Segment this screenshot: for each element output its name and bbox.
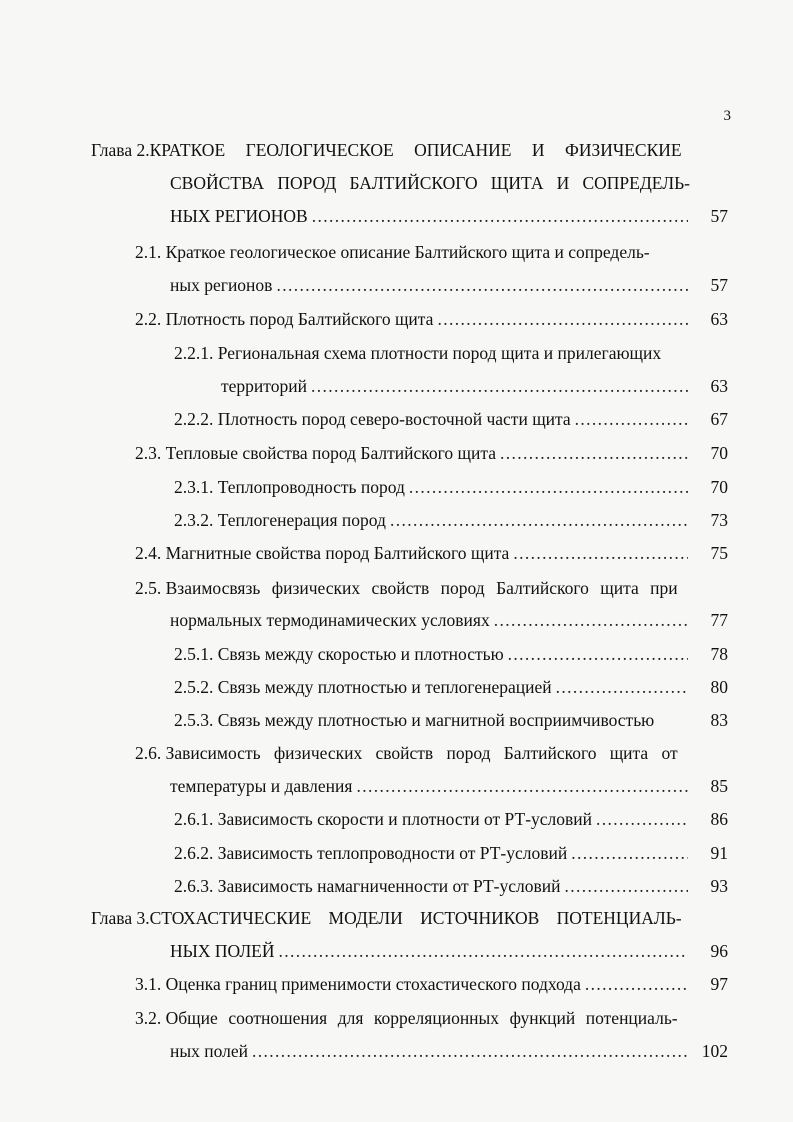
toc-entry-2-6	[135, 742, 691, 764]
dot-leader	[508, 643, 688, 665]
toc-title-line	[170, 940, 692, 962]
toc-entry-2-5-1	[174, 643, 692, 665]
toc-num: 2.6.2.	[174, 843, 214, 863]
toc-entry-2-3	[135, 442, 692, 464]
dot-leader	[437, 308, 688, 330]
toc-num: 3.1.	[135, 974, 162, 994]
toc-num: 2.5.2.	[174, 677, 214, 697]
toc-title-line: СВОЙСТВА ПОРОД БАЛТИЙСКОГО ЩИТА И СОПРЕДЕЛЬ-	[170, 173, 690, 193]
dot-leader	[513, 542, 688, 564]
toc-num: 2.2.	[135, 309, 162, 329]
toc-title-line: Региональная схема плотности пород щита и прилегающих	[217, 343, 662, 363]
toc-title-line: КРАТКОЕ ГЕОЛОГИЧЕСКОЕ ОПИСАНИЕ И ФИЗИЧЕСКИЕ	[149, 140, 682, 160]
toc-page: 75	[710, 543, 728, 563]
toc-page: 102	[701, 1041, 728, 1061]
toc-entry-2-1	[135, 241, 691, 263]
toc-page: 91	[710, 843, 728, 863]
toc-entry-2-3-2	[174, 509, 692, 531]
toc-title-line	[170, 1040, 692, 1062]
toc-title-line	[170, 205, 692, 227]
dot-leader	[312, 205, 688, 227]
toc-title-text: Плотность пород северо-восточной части щита	[217, 409, 571, 429]
toc-title-text: ных регионов	[170, 275, 273, 295]
dot-leader	[252, 1040, 688, 1062]
toc-page: 67	[710, 409, 728, 429]
toc-title-text: Связь между скоростью и плотностью	[217, 644, 504, 664]
toc-title-line: Взаимосвязь физических свойств пород Балтийского щита при	[165, 578, 678, 598]
toc-num: 2.6.3.	[174, 876, 214, 896]
toc-page: 83	[710, 710, 728, 730]
toc-entry-2-2-2	[174, 408, 692, 430]
toc-num: 2.4.	[135, 543, 162, 563]
toc-title-text: Магнитные свойства пород Балтийского щита	[165, 543, 510, 563]
toc-page: 70	[710, 477, 728, 497]
dot-leader	[356, 775, 688, 797]
toc-entry-2-2	[135, 308, 692, 330]
toc-title-text: НЫХ РЕГИОНОВ	[170, 206, 308, 226]
toc-title-text: Связь между плотностью и магнитной восприимчивостью	[217, 710, 655, 730]
toc-page: 63	[710, 376, 728, 396]
toc-entry-2-5-2	[174, 676, 692, 698]
toc-title-text: Плотность пород Балтийского щита	[165, 309, 434, 329]
toc-title-text: Связь между плотностью и теплогенерацией	[217, 677, 552, 697]
dot-leader	[279, 940, 688, 962]
toc-page: 97	[710, 974, 728, 994]
toc-title-text: НЫХ ПОЛЕЙ	[170, 941, 275, 961]
toc-num: Глава 3.	[91, 908, 150, 928]
toc-title-line: Краткое геологическое описание Балтийского щита и сопредель-	[165, 242, 650, 262]
toc-entry-2-6-3	[174, 875, 692, 897]
toc-num: 2.5.1.	[174, 644, 214, 664]
toc-num: 3.2.	[135, 1008, 162, 1028]
toc-num: Глава 2.	[91, 140, 150, 160]
toc-num: 2.5.	[135, 578, 162, 598]
toc-title-line	[170, 775, 692, 797]
toc-title-line	[170, 609, 692, 631]
toc-entry-2-6-2	[174, 842, 692, 864]
dot-leader	[556, 676, 688, 698]
toc-title-text: Теплопроводность пород	[217, 477, 405, 497]
toc-entry-ch2	[91, 139, 691, 161]
toc-page: 77	[710, 610, 728, 630]
toc-num: 2.6.	[135, 743, 162, 763]
toc-num: 2.3.2.	[174, 510, 214, 530]
toc-num: 2.2.1.	[174, 343, 214, 363]
toc-title-line: Зависимость физических свойств пород Балтийского щита от	[165, 743, 678, 763]
toc-page: 63	[710, 309, 728, 329]
toc-entry-2-4	[135, 542, 692, 564]
toc-page: 70	[710, 443, 728, 463]
toc-page: 93	[710, 876, 728, 896]
toc-title-line	[221, 375, 692, 397]
toc-title-text: ных полей	[170, 1041, 248, 1061]
dot-leader	[585, 973, 688, 995]
dot-leader	[500, 442, 688, 464]
page-number: 3	[723, 108, 731, 124]
toc-page: 57	[710, 206, 728, 226]
dot-leader	[575, 408, 688, 430]
toc-title-text: Оценка границ применимости стохастического подхода	[165, 974, 581, 994]
toc-entry-ch3	[91, 907, 691, 929]
toc-entry-2-5	[135, 577, 691, 599]
toc-num: 2.3.	[135, 443, 162, 463]
dot-leader	[276, 274, 688, 296]
toc-num: 2.2.2.	[174, 409, 214, 429]
toc-entry-2-2-1	[174, 342, 694, 364]
toc-title-text: Зависимость намагниченности от РТ-условий	[217, 876, 561, 896]
toc-page: 85	[710, 776, 728, 796]
toc-entry-2-3-1	[174, 476, 692, 498]
toc-num: 2.6.1.	[174, 809, 214, 829]
toc-title-text: температуры и давления	[170, 776, 353, 796]
toc-num: 2.3.1.	[174, 477, 214, 497]
toc-page: 78	[710, 644, 728, 664]
toc-title-line: Общие соотношения для корреляционных функций потенциаль-	[165, 1008, 678, 1028]
toc-title-text: Тепловые свойства пород Балтийского щита	[165, 443, 496, 463]
dot-leader	[571, 842, 688, 864]
toc-page: 80	[710, 677, 728, 697]
dot-leader	[311, 375, 688, 397]
toc-title-text: нормальных термодинамических условиях	[170, 610, 490, 630]
toc-title-text: территорий	[221, 376, 307, 396]
toc-entry-3-2	[135, 1007, 691, 1029]
toc-page: 86	[710, 809, 728, 829]
toc-entry-3-1	[135, 973, 692, 995]
toc-title-line	[170, 274, 692, 296]
toc-entry-2-5-3	[174, 709, 692, 731]
toc-title-text: Зависимость теплопроводности от РТ-условий	[217, 843, 568, 863]
dot-leader	[564, 875, 688, 897]
toc-title-line: СТОХАСТИЧЕСКИЕ МОДЕЛИ ИСТОЧНИКОВ ПОТЕНЦИАЛЬ-	[149, 908, 682, 928]
dot-leader	[409, 476, 688, 498]
toc-page: 57	[710, 275, 728, 295]
toc-entry-2-6-1	[174, 808, 692, 830]
toc-title-text: Теплогенерация пород	[217, 510, 386, 530]
toc-title-text: Зависимость скорости и плотности от РТ-условий	[217, 809, 593, 829]
dot-leader	[390, 509, 688, 531]
dot-leader	[494, 609, 688, 631]
toc-page: 73	[710, 510, 728, 530]
toc-page: 96	[710, 941, 728, 961]
toc-num: 2.1.	[135, 242, 162, 262]
dot-leader	[596, 808, 688, 830]
toc-num: 2.5.3.	[174, 710, 214, 730]
